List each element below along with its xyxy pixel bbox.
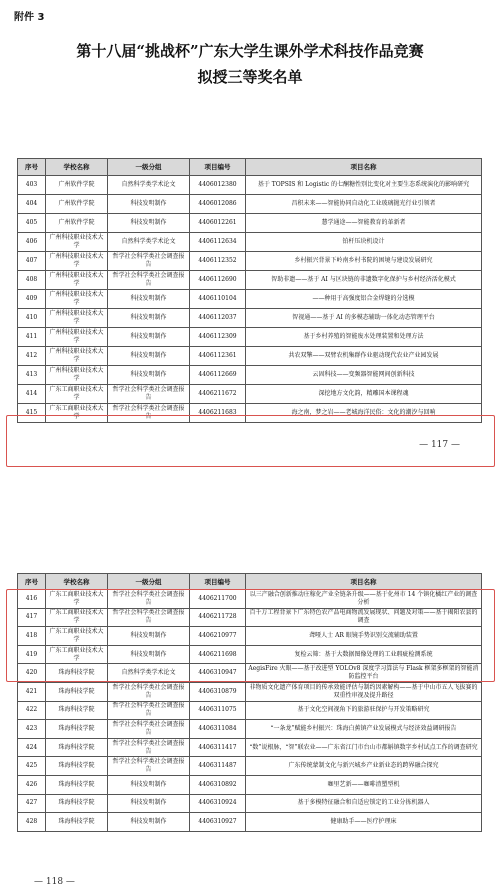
cell-project-id: 4406211700 [190,590,246,609]
cell-school: 广东工商职业技术大学 [46,404,108,423]
cell-index: 421 [18,682,46,701]
header-index: 序号 [18,159,46,176]
cell-group: 哲学社会科学类社会调查报告 [108,701,190,720]
header-project-id: 项目编号 [190,159,246,176]
table-row [18,738,482,757]
cell-project-id: 4406311417 [190,738,246,757]
cell-index: 413 [18,366,46,385]
cell-project-name: 广东传统蒙制文化与新兴城乡产业新业态的跨界融合探究 [246,757,482,776]
cell-project-id: 4406311487 [190,757,246,776]
cell-project-id: 4406211728 [190,608,246,627]
award-table-page1 [17,158,482,423]
cell-school: 广东工商职业技术大学 [46,385,108,404]
cell-index: 411 [18,328,46,347]
header-school: 学校名称 [46,574,108,590]
cell-project-id: 4406211683 [190,404,246,423]
header-project-name: 项目名称 [246,159,482,176]
cell-school: 广州科技职业技术大学 [46,366,108,385]
cell-school: 广州科技职业技术大学 [46,271,108,290]
cell-project-name: “一条龙”赋能乡村振兴：珠海白蕉镇产业发展模式与经济效益调研报告 [246,720,482,739]
cell-school: 珠海科技学院 [46,738,108,757]
cell-index: 410 [18,309,46,328]
cell-project-name: 基于文化空间视角下的旅游驻保护与开发策略研究 [246,701,482,720]
cell-school: 广州科技职业技术大学 [46,309,108,328]
cell-index: 426 [18,775,46,794]
cell-project-name: 昌积未来——智能协同自动化工业玻璃抛光行业引领者 [246,195,482,214]
table-row [18,195,482,214]
cell-project-id: 4406112352 [190,252,246,271]
table-row [18,271,482,290]
cell-project-id: 4406112634 [190,233,246,252]
cell-project-name: 深挖地方文化韵，精雕国本课程魂 [246,385,482,404]
cell-group: 自然科学类学术论文 [108,233,190,252]
cell-index: 407 [18,252,46,271]
table-row [18,290,482,309]
cell-school: 广州软件学院 [46,176,108,195]
cell-school: 珠海科技学院 [46,701,108,720]
cell-index: 415 [18,404,46,423]
cell-project-name: 咖里艺新——咖啡渣塑型机 [246,775,482,794]
cell-index: 403 [18,176,46,195]
table-row [18,720,482,739]
cell-group: 哲学社会科学类社会调查报告 [108,757,190,776]
cell-index: 408 [18,271,46,290]
cell-school: 广州科技职业技术大学 [46,347,108,366]
cell-school: 广东工商职业技术大学 [46,627,108,646]
cell-index: 416 [18,590,46,609]
table-row [18,682,482,701]
table-row [18,775,482,794]
cell-project-id: 4406112361 [190,347,246,366]
cell-project-name: 共农双擎——双臂农机集群作业驱动现代农业产业园发展 [246,347,482,366]
cell-group: 科技发明制作 [108,794,190,813]
table-row [18,366,482,385]
cell-group: 科技发明制作 [108,290,190,309]
table-row [18,794,482,813]
cell-project-name: 乡村振兴背景下岭南乡村书院的困境与建设发展研究 [246,252,482,271]
cell-school: 珠海科技学院 [46,775,108,794]
cell-index: 409 [18,290,46,309]
cell-group: 哲学社会科学类社会调查报告 [108,608,190,627]
cell-project-id: 4406310879 [190,682,246,701]
cell-school: 广东工商职业技术大学 [46,590,108,609]
table-row [18,757,482,776]
cell-project-id: 4406012086 [190,195,246,214]
cell-index: 425 [18,757,46,776]
cell-school: 广东工商职业技术大学 [46,645,108,664]
cell-project-id: 4406311084 [190,720,246,739]
cell-group: 科技发明制作 [108,195,190,214]
cell-school: 广州软件学院 [46,214,108,233]
cell-project-id: 4406012261 [190,214,246,233]
cell-project-name: 慧学通途——智能教育的革新者 [246,214,482,233]
cell-index: 418 [18,627,46,646]
cell-project-name: 聋哑人士 AR 眼镜手势识别交流辅助装置 [246,627,482,646]
cell-index: 406 [18,233,46,252]
table-row [18,214,482,233]
cell-school: 珠海科技学院 [46,794,108,813]
cell-group: 科技发明制作 [108,775,190,794]
cell-group: 科技发明制作 [108,645,190,664]
page-number: — 118 — [34,877,75,887]
cell-school: 珠海科技学院 [46,720,108,739]
cell-project-name: AegisFire 火眼——基于改进型 YOLOv8 深度学习算法与 Flask 框架多框架的智能消防监控平台 [246,664,482,683]
table-row [18,347,482,366]
cell-school: 广东工商职业技术大学 [46,608,108,627]
cell-index: 424 [18,738,46,757]
cell-project-name: 百千万工程背景下广东特色农产品电商物流发展现状、问题及对策——基于揭阳农县的调查 [246,608,482,627]
page-subtitle: 拟授三等奖名单 [197,68,303,86]
cell-school: 珠海科技学院 [46,682,108,701]
cell-project-id: 4406310947 [190,664,246,683]
cell-project-name: “数”说根脉，“智”联农业——广东省江门市台山市都斛镇数字乡村试点工作的调查研究 [246,738,482,757]
cell-index: 414 [18,385,46,404]
cell-project-name: ——种用于高强度铝合金焊缝的分选模 [246,290,482,309]
cell-group: 哲学社会科学类社会调查报告 [108,271,190,290]
cell-project-id: 4406310927 [190,813,246,832]
cell-school: 广州科技职业技术大学 [46,252,108,271]
cell-project-id: 4406210977 [190,627,246,646]
cell-school: 珠海科技学院 [46,813,108,832]
cell-project-name: 以三产融合创新推动庄稼化产业全链条升级——基于化州市 14 个镇化橘红产业的调查分析 [246,590,482,609]
cell-index: 428 [18,813,46,832]
header-group: 一级分组 [108,159,190,176]
cell-school: 广州科技职业技术大学 [46,290,108,309]
cell-index: 422 [18,701,46,720]
cell-school: 广州软件学院 [46,195,108,214]
cell-index: 404 [18,195,46,214]
cell-index: 423 [18,720,46,739]
cell-project-name: 基于多模特征融合和自适应锁定的工业分拣机器人 [246,794,482,813]
cell-project-id: 4406112309 [190,328,246,347]
cell-school: 珠海科技学院 [46,664,108,683]
cell-school: 广州科技职业技术大学 [46,328,108,347]
cell-school: 广州科技职业技术大学 [46,233,108,252]
table-row [18,813,482,832]
cell-group: 哲学社会科学类社会调查报告 [108,720,190,739]
cell-group: 自然科学类学术论文 [108,176,190,195]
cell-project-name: 基于乡村养殖的智能废水处理装置和处理方法 [246,328,482,347]
cell-group: 科技发明制作 [108,328,190,347]
cell-project-id: 4406112669 [190,366,246,385]
cell-index: 417 [18,608,46,627]
cell-project-name: 海之南，梦之岩——老城海洋民俗：文化的潮汐与回响 [246,404,482,423]
cell-project-name: 健康助手——医疗护理床 [246,813,482,832]
cell-project-id: 4406211698 [190,645,246,664]
cell-group: 哲学社会科学类社会调查报告 [108,590,190,609]
cell-project-name: 非物质文化遗产体育项目的传承效能评估与制约因素解构——基于中山市五人飞拔赛的双重性审视及提升路径 [246,682,482,701]
cell-index: 420 [18,664,46,683]
header-index: 序号 [18,574,46,590]
cell-project-id: 4406112690 [190,271,246,290]
table-row [18,252,482,271]
cell-group: 科技发明制作 [108,347,190,366]
cell-project-name: 复检云筛：基于大数据图像处理的工业瑕疵检测系统 [246,645,482,664]
cell-project-id: 4406112037 [190,309,246,328]
cell-index: 419 [18,645,46,664]
cell-group: 科技发明制作 [108,214,190,233]
cell-project-id: 4406211672 [190,385,246,404]
cell-project-name: 云固科技——变频器智能网间创新科技 [246,366,482,385]
cell-group: 哲学社会科学类社会调查报告 [108,252,190,271]
cell-group: 哲学社会科学类社会调查报告 [108,385,190,404]
cell-index: 427 [18,794,46,813]
attachment-label: 附件 3 [14,12,45,23]
cell-project-name: 铂杆压块机设计 [246,233,482,252]
header-project-name: 项目名称 [246,574,482,590]
cell-group: 哲学社会科学类社会调查报告 [108,682,190,701]
page-title: 第十八届“挑战杯”广东大学生课外学术科技作品竞赛 [76,42,424,60]
cell-project-id: 4406110104 [190,290,246,309]
table-row [18,309,482,328]
table-row [18,176,482,195]
cell-group: 哲学社会科学类社会调查报告 [108,404,190,423]
cell-project-id: 4406310924 [190,794,246,813]
header-school: 学校名称 [46,159,108,176]
cell-group: 科技发明制作 [108,366,190,385]
cell-group: 哲学社会科学类社会调查报告 [108,738,190,757]
cell-group: 科技发明制作 [108,309,190,328]
table-row [18,701,482,720]
cell-index: 405 [18,214,46,233]
cell-project-id: 4406012380 [190,176,246,195]
cell-project-name: 智助非遗——基于 AI 与区块链的非遗数字化保护与乡村经济活化模式 [246,271,482,290]
table-header-row [18,574,482,590]
cell-project-id: 4406310892 [190,775,246,794]
table-row [18,385,482,404]
table-row [18,328,482,347]
cell-group: 科技发明制作 [108,813,190,832]
header-project-id: 项目编号 [190,574,246,590]
cell-school: 珠海科技学院 [46,757,108,776]
highlight-box [6,589,495,682]
cell-index: 412 [18,347,46,366]
cell-project-name: 智视通——基于 AI 的多模态辅助一体化动态管理平台 [246,309,482,328]
table-header-row [18,159,482,176]
cell-group: 科技发明制作 [108,627,190,646]
cell-project-name: 基于 TOPSIS 和 Logistic 的七酮糖性别比变化对主要生态系统演化的影响研究 [246,176,482,195]
cell-group: 自然科学类学术论文 [108,664,190,683]
header-group: 一级分组 [108,574,190,590]
cell-project-id: 4406311075 [190,701,246,720]
table-row [18,233,482,252]
page-number: — 117 — [419,440,460,450]
